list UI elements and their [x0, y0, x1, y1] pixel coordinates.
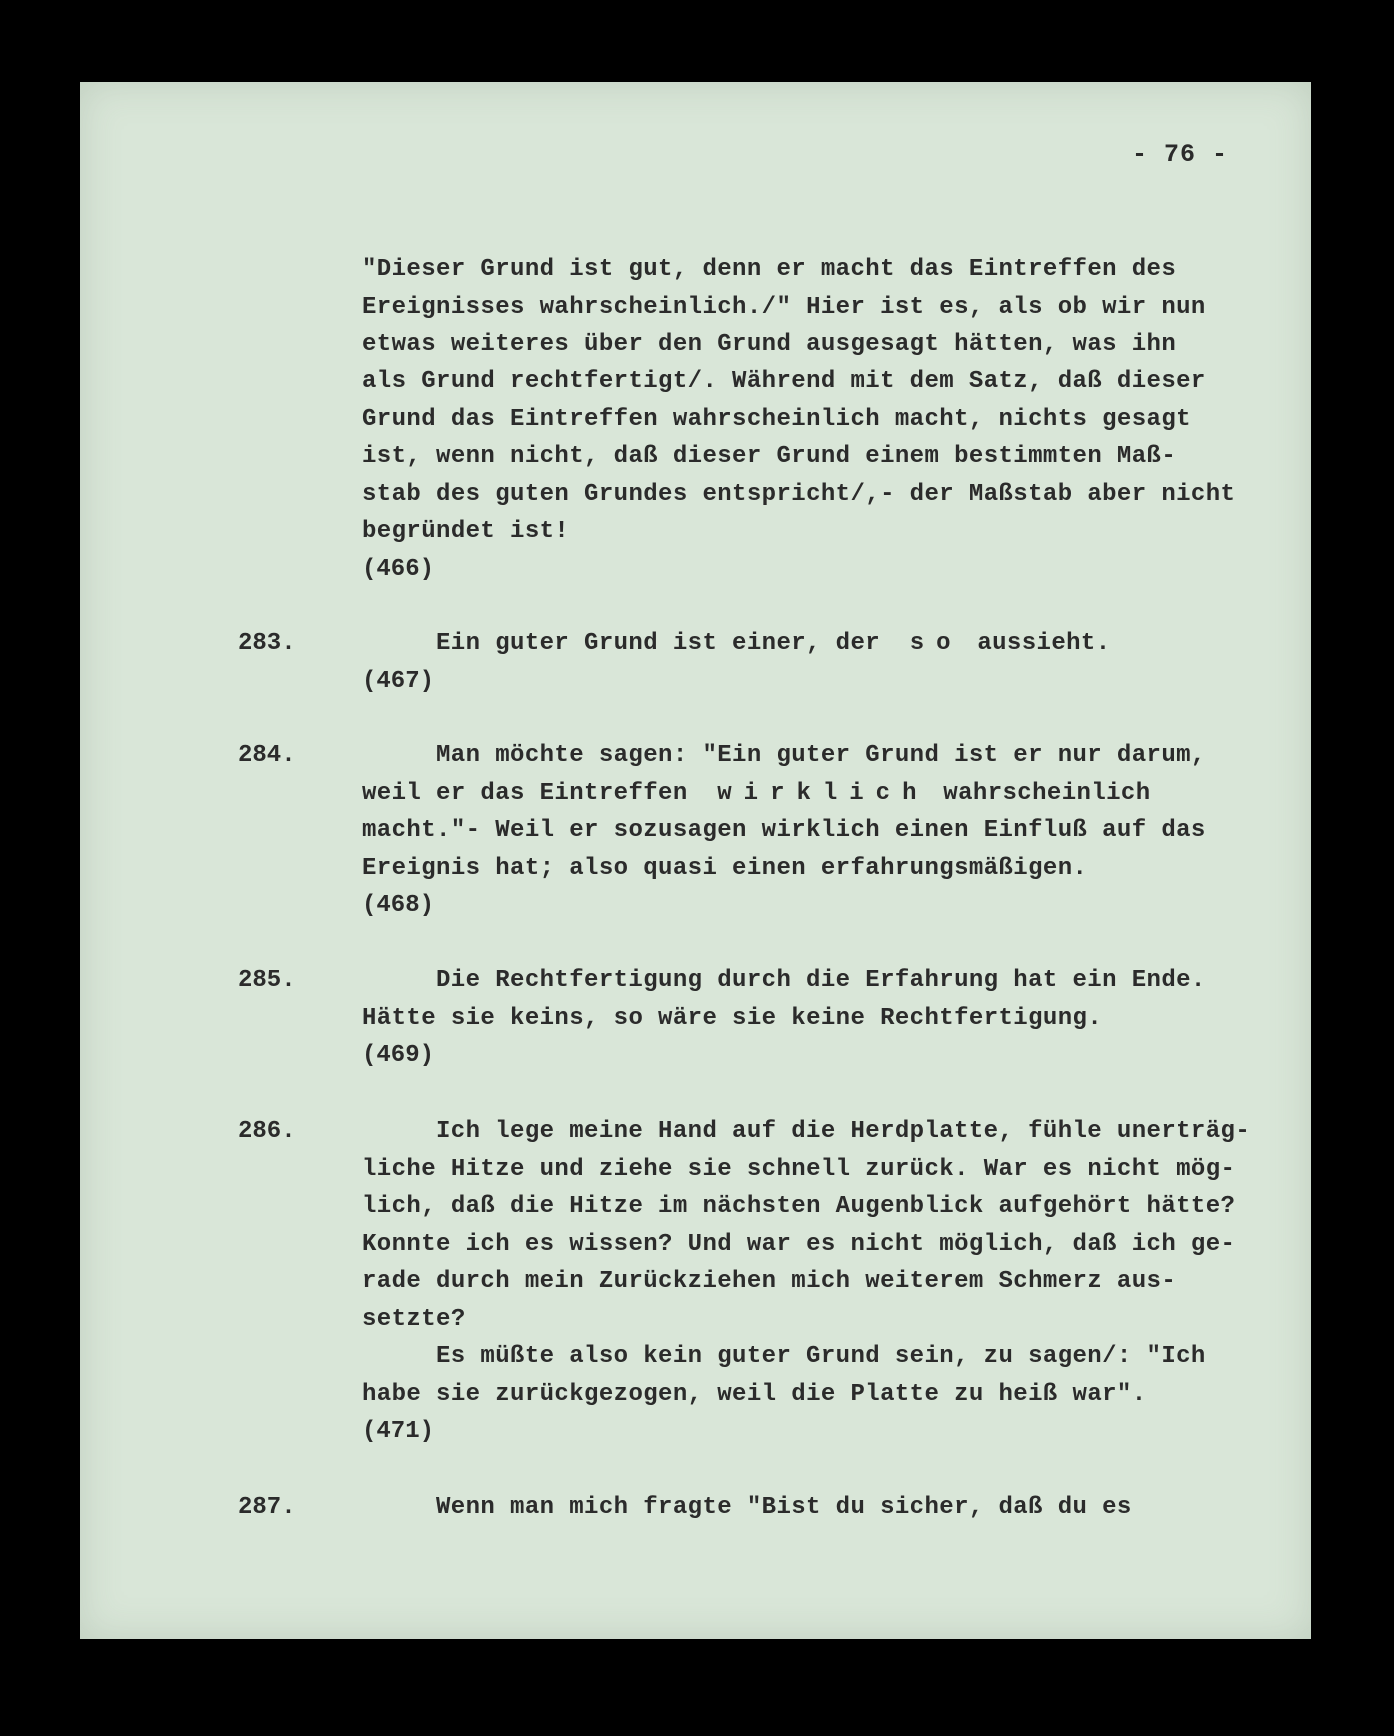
text-span: wahrscheinlich	[943, 780, 1151, 807]
text-span: aussieht.	[977, 630, 1111, 657]
text-line: begründet ist!	[362, 518, 570, 545]
text-line: setzte?	[362, 1306, 466, 1333]
text-span: Ein guter Grund ist einer, der	[436, 630, 881, 657]
text-line: als Grund rechtfertigt/. Während mit dem Satz, daß dieser	[362, 368, 1206, 395]
page-number: - 76 -	[1132, 140, 1229, 169]
section-number: 284.	[238, 742, 296, 769]
text-line: liche Hitze und ziehe sie schnell zurück. War es nicht mög-	[362, 1156, 1236, 1183]
reference-number: (468)	[362, 892, 435, 919]
text-span: weil er das Eintreffen	[362, 780, 688, 807]
text-line: Konnte ich es wissen? Und war es nicht möglich, daß ich ge-	[362, 1231, 1236, 1258]
text-line: Die Rechtfertigung durch die Erfahrung hat ein Ende.	[436, 967, 1206, 994]
reference-number: (469)	[362, 1042, 435, 1069]
section-number: 283.	[238, 630, 296, 657]
text-line: Hätte sie keins, so wäre sie keine Rechtfertigung.	[362, 1005, 1103, 1032]
text-line: Wenn man mich fragte "Bist du sicher, daß du es	[436, 1494, 1132, 1521]
text-line	[362, 780, 1151, 807]
text-line: lich, daß die Hitze im nächsten Augenblick aufgehört hätte?	[362, 1193, 1236, 1220]
text-line: Grund das Eintreffen wahrscheinlich macht, nichts gesagt	[362, 406, 1191, 433]
spaced-emphasis: wirklich	[717, 780, 929, 807]
reference-number: (466)	[362, 556, 435, 583]
section-number: 285.	[238, 967, 296, 994]
text-line: Es müßte also kein guter Grund sein, zu sagen/: "Ich	[436, 1343, 1206, 1370]
text-line: Man möchte sagen: "Ein guter Grund ist er nur darum,	[436, 742, 1206, 769]
text-line: Ich lege meine Hand auf die Herdplatte, fühle unerträg-	[436, 1118, 1251, 1145]
reference-number: (471)	[362, 1418, 435, 1445]
section-number: 287.	[238, 1494, 296, 1521]
text-line: habe sie zurückgezogen, weil die Platte zu heiß war".	[362, 1381, 1147, 1408]
text-line: Ereignisses wahrscheinlich./" Hier ist es, als ob wir nun	[362, 294, 1206, 321]
text-line: rade durch mein Zurückziehen mich weiterem Schmerz aus-	[362, 1268, 1177, 1295]
text-line: ist, wenn nicht, daß dieser Grund einem bestimmten Maß-	[362, 443, 1177, 470]
text-line: stab des guten Grundes entspricht/,- der Maßstab aber nicht	[362, 481, 1236, 508]
text-line: etwas weiteres über den Grund ausgesagt hätten, was ihn	[362, 331, 1177, 358]
text-line	[436, 630, 1111, 657]
text-line: macht."- Weil er sozusagen wirklich einen Einfluß auf das	[362, 817, 1206, 844]
spaced-emphasis: so	[909, 630, 963, 657]
text-line: Ereignis hat; also quasi einen erfahrungsmäßigen.	[362, 855, 1088, 882]
section-number: 286.	[238, 1118, 296, 1145]
text-line: "Dieser Grund ist gut, denn er macht das Eintreffen des	[362, 256, 1177, 283]
reference-number: (467)	[362, 668, 435, 695]
